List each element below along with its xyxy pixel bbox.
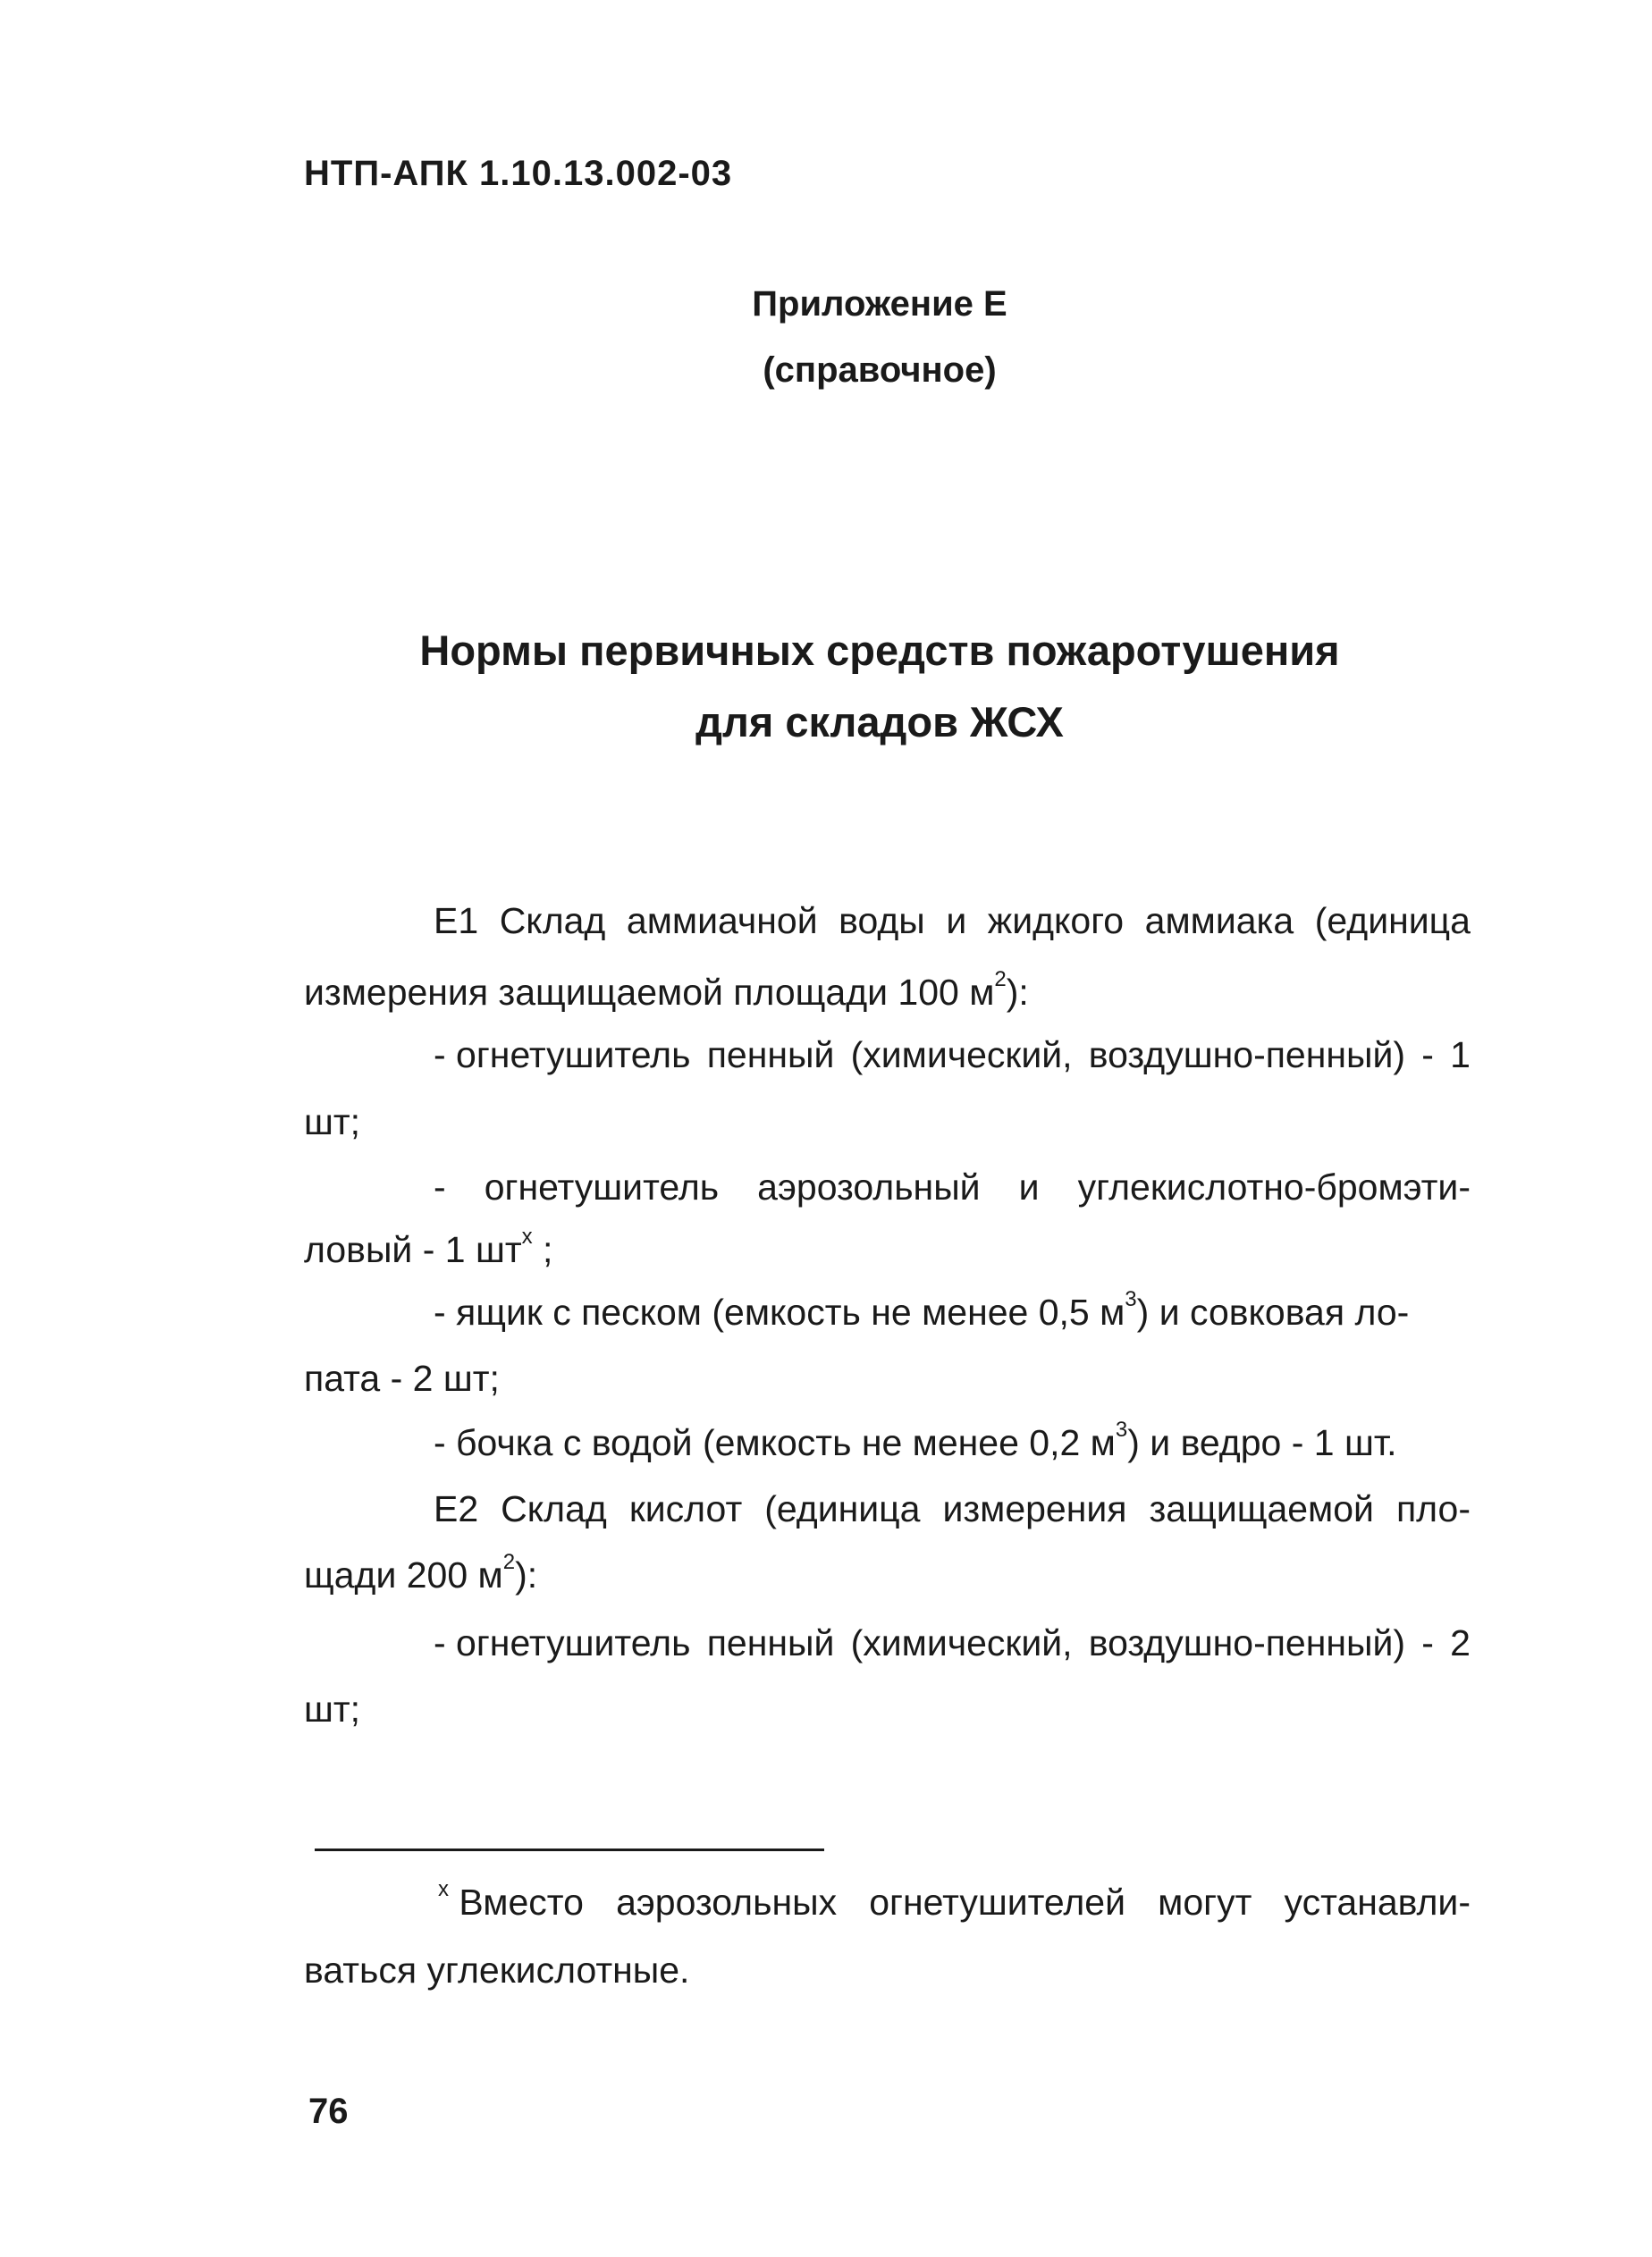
word: 1 <box>1450 1034 1471 1075</box>
item4-line <box>434 1418 1397 1463</box>
item3-line1 <box>434 1287 1471 1333</box>
item2-line2 <box>304 1225 553 1270</box>
e2-line1 <box>434 1488 1471 1529</box>
word: - огнетушитель <box>434 1622 691 1663</box>
text: - ящик с песком (емкость не менее 0,5 м <box>434 1292 1125 1333</box>
word: аммиака <box>1144 900 1294 941</box>
word: аммиачной <box>626 900 818 941</box>
word: Склад <box>499 900 606 941</box>
word: воды <box>839 900 925 941</box>
word: защищаемой <box>1149 1488 1374 1529</box>
appendix-subtitle: (справочное) <box>763 350 997 390</box>
text: ) и совковая ло- <box>1136 1292 1410 1333</box>
word: Склад <box>501 1488 607 1529</box>
text-block <box>434 1287 1410 1333</box>
e1-line2 <box>304 967 1029 1013</box>
footnote-marker: x <box>438 1877 449 1901</box>
word: - огнетушитель <box>434 1034 691 1075</box>
appendix-title: Приложение Е <box>752 284 1007 324</box>
text: ) и ведро - 1 шт. <box>1127 1422 1397 1463</box>
item1-line1 <box>434 1034 1471 1075</box>
footnote-line2: ваться углекислотные. <box>304 1950 690 1991</box>
text: - бочка с водой (емкость не менее 0,2 м <box>434 1422 1116 1463</box>
superscript: 3 <box>1115 1418 1128 1442</box>
text: щади 200 м <box>304 1554 503 1596</box>
word: 2 <box>1450 1622 1471 1663</box>
item2-line1 <box>434 1166 1471 1208</box>
page-number: 76 <box>308 2092 349 2131</box>
word: пло- <box>1395 1488 1471 1529</box>
word: - <box>1421 1034 1434 1075</box>
text: ловый - 1 шт <box>304 1229 522 1270</box>
superscript: 2 <box>502 1550 516 1574</box>
word: пенный <box>706 1034 835 1075</box>
word: - <box>1421 1622 1434 1663</box>
word: аэрозольный <box>757 1166 981 1208</box>
item3-line2: пата - 2 шт; <box>304 1358 500 1399</box>
word: (единица <box>764 1488 921 1529</box>
footnote-line1 <box>438 1877 1471 1923</box>
word: воздушно-пенный) <box>1088 1034 1406 1075</box>
word: пенный <box>706 1622 835 1663</box>
superscript: x <box>521 1225 533 1249</box>
text: ; <box>532 1229 553 1270</box>
footnote-separator <box>315 1849 824 1851</box>
superscript: 3 <box>1125 1287 1137 1311</box>
word: огнетушитель <box>484 1166 720 1208</box>
word: (химический, <box>850 1622 1073 1663</box>
word: воздушно-пенный) <box>1088 1622 1406 1663</box>
word: (единица <box>1314 900 1471 941</box>
word: огнетушителей <box>869 1882 1125 1923</box>
text: ): <box>1006 972 1029 1013</box>
word: Вместо <box>459 1882 584 1923</box>
text: ): <box>515 1554 538 1596</box>
word: - <box>434 1166 446 1208</box>
e2-item1-line2: шт; <box>304 1689 361 1730</box>
e2-line2 <box>304 1550 538 1596</box>
section-heading-line2: для складов ЖСХ <box>695 698 1064 745</box>
word: могут <box>1158 1882 1252 1923</box>
word: устанавли- <box>1284 1882 1471 1923</box>
word: жидкого <box>987 900 1125 941</box>
text: измерения защищаемой площади 100 м <box>304 972 995 1013</box>
word: кислот <box>628 1488 743 1529</box>
document-code: НТП-АПК 1.10.13.002-03 <box>304 154 733 193</box>
word: углекислотно-бромэти- <box>1077 1166 1471 1208</box>
e1-line1 <box>434 900 1471 941</box>
item1-line2: шт; <box>304 1101 361 1142</box>
word: и <box>946 900 967 941</box>
word: и <box>1018 1166 1040 1208</box>
word: аэрозольных <box>616 1882 838 1923</box>
superscript: 2 <box>994 967 1007 991</box>
word: измерения <box>942 1488 1127 1529</box>
word: (химический, <box>850 1034 1073 1075</box>
footnote-first-word <box>438 1877 584 1923</box>
section-heading-line1: Нормы первичных средств пожаротушения <box>419 627 1340 674</box>
word: Е2 <box>434 1488 479 1529</box>
e2-item1-line1 <box>434 1622 1471 1663</box>
word: Е1 <box>434 900 479 941</box>
